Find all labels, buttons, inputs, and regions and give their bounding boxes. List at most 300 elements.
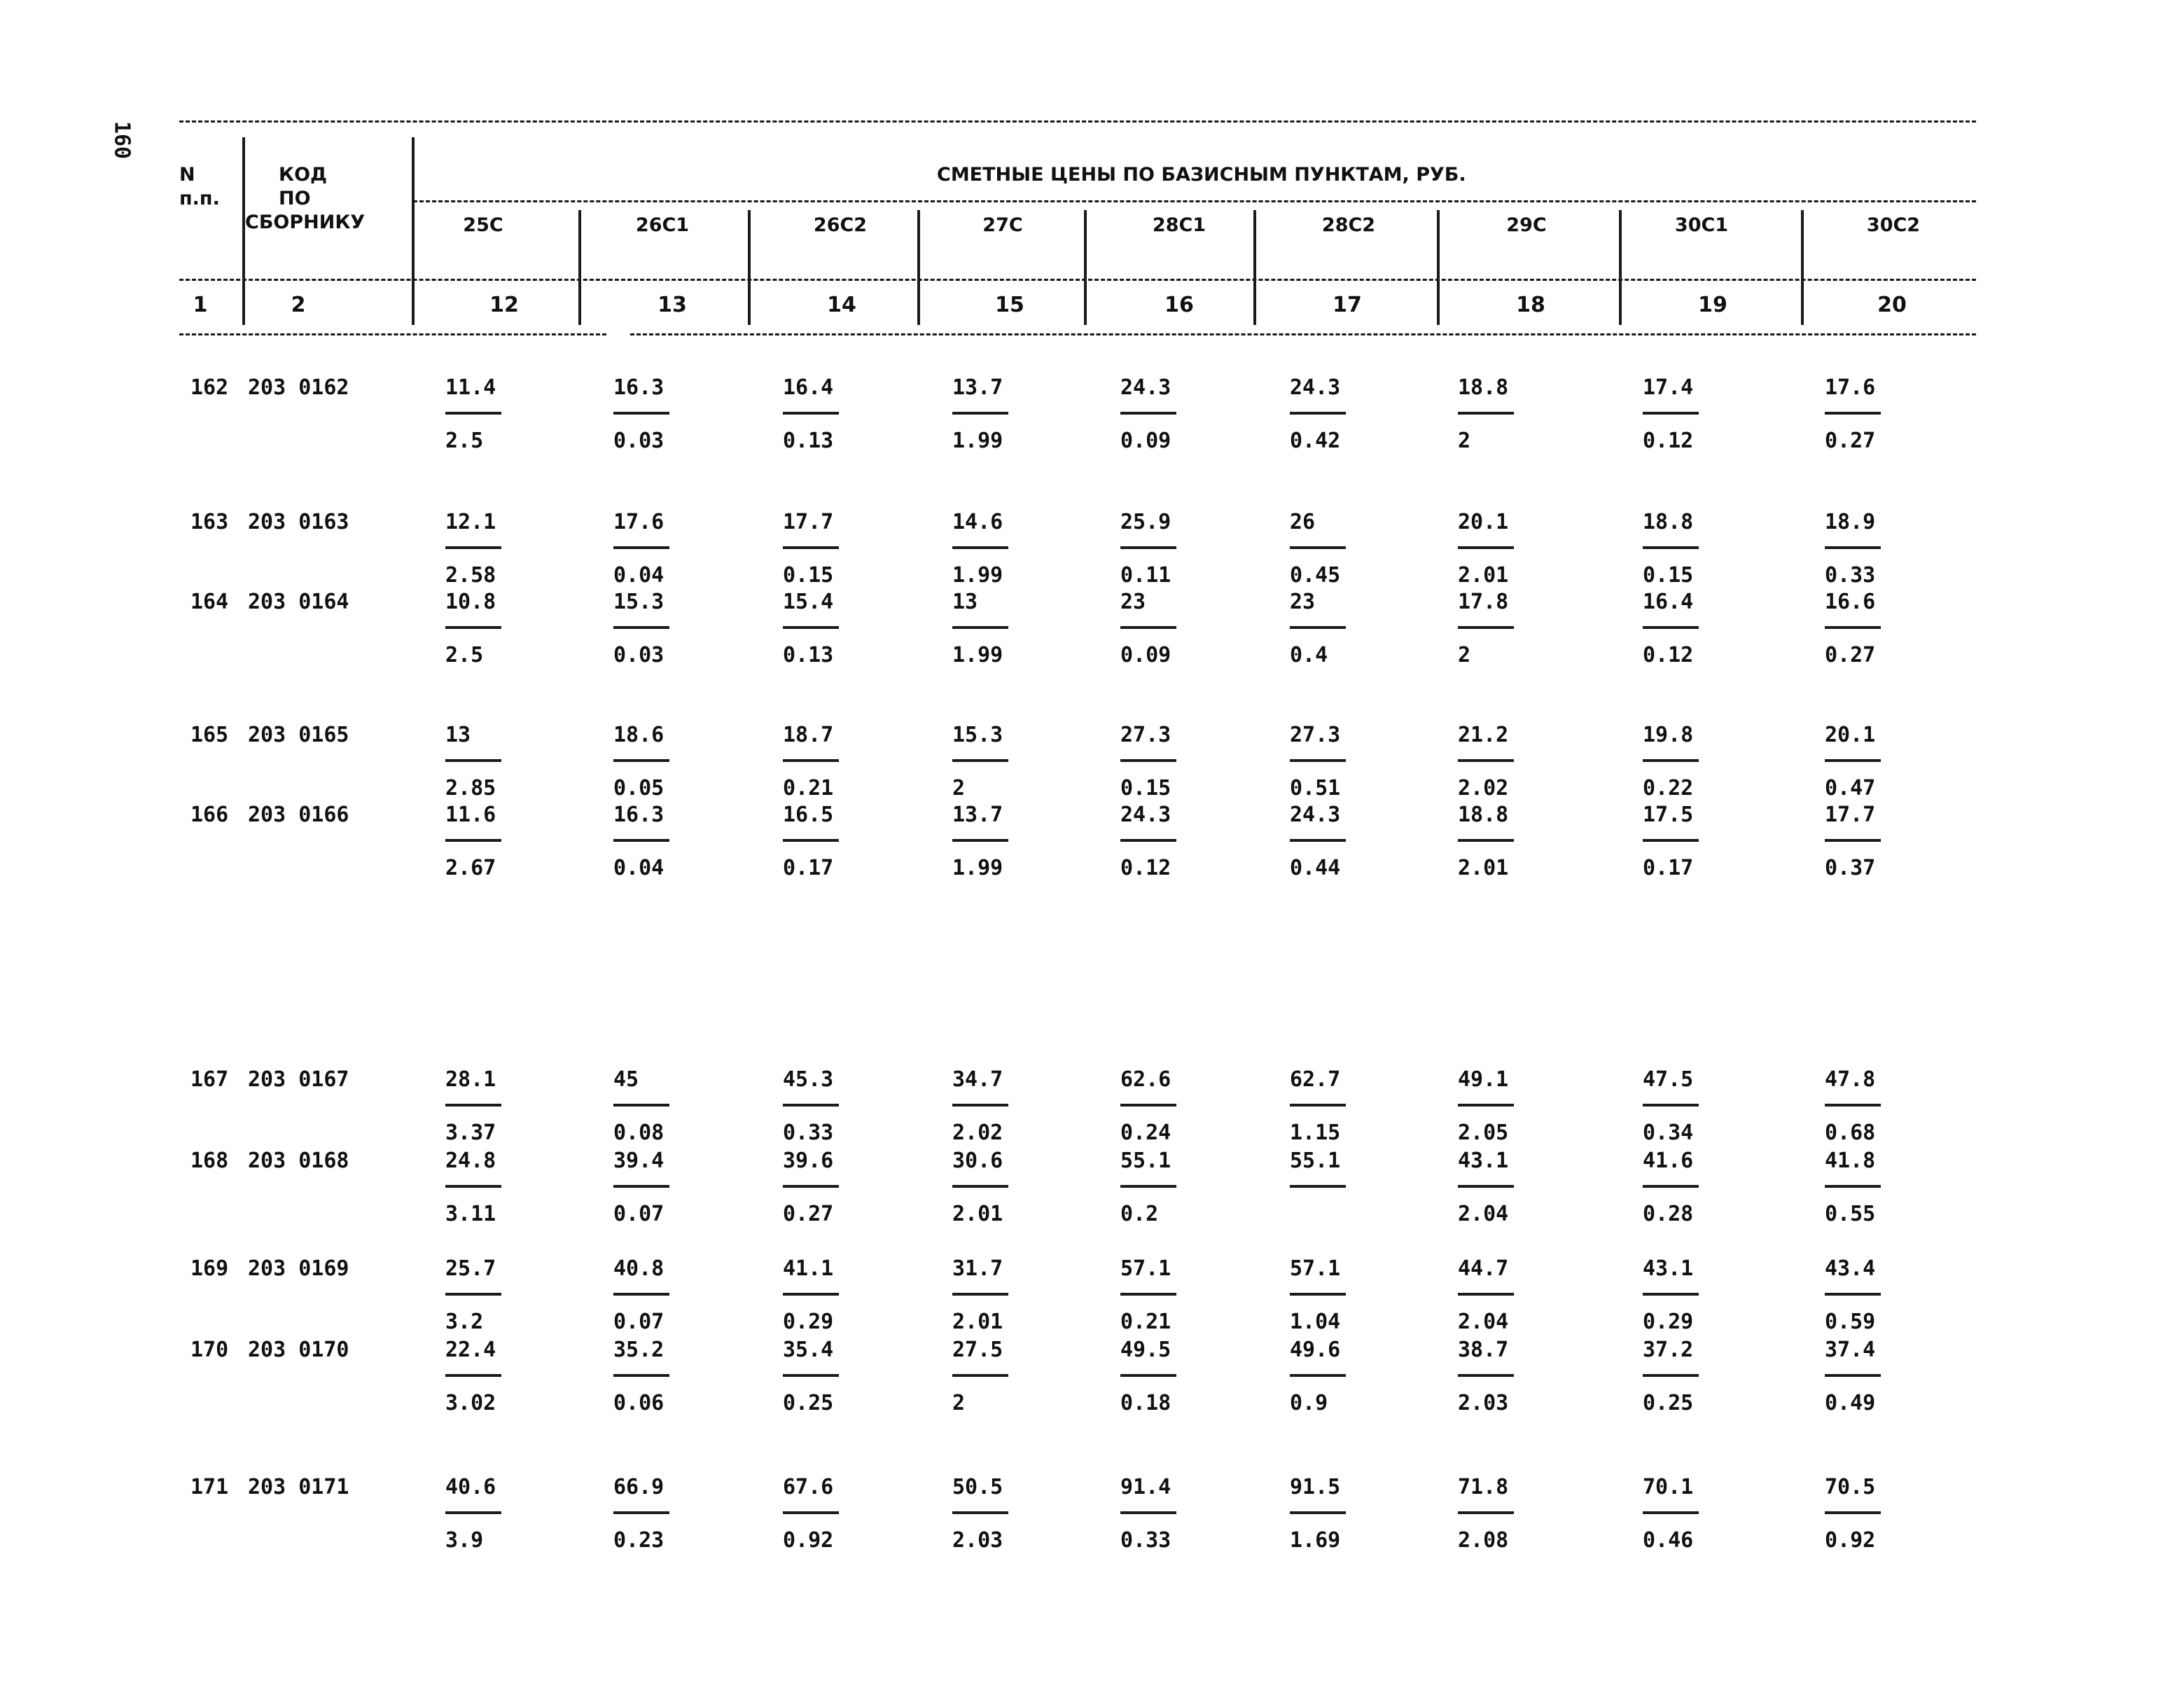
column-number: 19 [1698,293,1727,317]
transport-value: 0.37 [1825,856,1876,880]
price-value: 13 [952,590,978,614]
column-number: 15 [995,293,1024,317]
price-value: 37.4 [1825,1338,1876,1362]
fraction-bar [952,759,1008,762]
column-divider [748,210,751,325]
fraction-bar [1120,626,1176,629]
fraction-bar [613,1293,669,1296]
price-value: 30.6 [952,1149,1003,1173]
price-value: 49.6 [1290,1338,1341,1362]
price-value: 13 [445,723,471,747]
fraction-bar [613,412,669,415]
transport-value: 0.51 [1290,776,1341,800]
price-value: 11.4 [445,375,496,400]
price-value: 25.7 [445,1256,496,1281]
price-value: 23 [1290,590,1316,614]
transport-value: 2 [1458,429,1471,453]
fraction-bar [783,1104,839,1107]
fraction-bar [1290,759,1346,762]
column-divider [1437,210,1440,325]
fraction-bar [445,1511,501,1514]
price-value: 40.6 [445,1475,496,1499]
header-pp: п.п. [179,188,220,209]
price-value: 39.4 [613,1149,665,1173]
fraction-bar [1643,412,1699,415]
transport-value: 0.27 [783,1202,834,1226]
price-value: 17.6 [1825,375,1876,400]
fraction-bar [613,1374,669,1377]
page-number: 160 [109,120,134,160]
row-number: 163 [190,510,229,534]
column-divider [242,137,245,325]
transport-value: 0.24 [1120,1121,1171,1145]
transport-value: 0.04 [613,856,665,880]
column-divider [1084,210,1087,325]
transport-value: 0.17 [783,856,834,880]
column-number: 2 [291,293,306,317]
transport-value: 2.01 [1458,563,1509,588]
column-header: 27С [982,214,1023,236]
fraction-bar [1825,546,1881,549]
transport-value: 0.92 [1825,1528,1876,1553]
transport-value: 3.2 [445,1310,484,1334]
row-code: 203 0165 [248,723,349,747]
fraction-bar [445,412,501,415]
fraction-bar [445,1104,501,1107]
price-value: 91.5 [1290,1475,1341,1499]
price-value: 43.1 [1643,1256,1694,1281]
fraction-bar [1643,1293,1699,1296]
fraction-bar [1290,546,1346,549]
fraction-bar [613,1185,669,1188]
transport-value: 0.29 [1643,1310,1694,1334]
fraction-bar [1290,839,1346,842]
fraction-bar [783,1374,839,1377]
transport-value: 2.85 [445,776,496,800]
price-value: 31.7 [952,1256,1003,1281]
fraction-bar [1458,1185,1514,1188]
fraction-bar [952,1511,1008,1514]
transport-value: 0.42 [1290,429,1341,453]
transport-value: 0.11 [1120,563,1171,588]
transport-value: 2.04 [1458,1310,1509,1334]
transport-value: 3.37 [445,1121,496,1145]
fraction-bar [1290,1185,1346,1188]
price-value: 47.8 [1825,1067,1876,1092]
column-divider [578,210,581,325]
transport-value: 0.55 [1825,1202,1876,1226]
column-header: 28С1 [1152,214,1206,236]
transport-value: 0.08 [613,1121,665,1145]
transport-value: 2.04 [1458,1202,1509,1226]
price-value: 70.1 [1643,1475,1694,1499]
row-code: 203 0168 [248,1149,349,1173]
price-value: 17.8 [1458,590,1509,614]
fraction-bar [783,1185,839,1188]
price-value: 18.8 [1458,803,1509,827]
transport-value: 1.69 [1290,1528,1341,1553]
row-code: 203 0162 [248,375,349,400]
transport-value: 2.67 [445,856,496,880]
transport-value: 2.01 [952,1310,1003,1334]
transport-value: 0.27 [1825,429,1876,453]
transport-value: 0.09 [1120,643,1171,667]
transport-value: 0.27 [1825,643,1876,667]
price-value: 19.8 [1643,723,1694,747]
transport-value: 2.5 [445,429,484,453]
transport-value: 2.58 [445,563,496,588]
price-value: 35.2 [613,1338,665,1362]
price-value: 15.3 [952,723,1003,747]
row-code: 203 0169 [248,1256,349,1281]
transport-value: 2 [952,776,966,800]
fraction-bar [1290,1511,1346,1514]
price-value: 70.5 [1825,1475,1876,1499]
price-value: 55.1 [1120,1149,1171,1173]
transport-value: 0.21 [1120,1310,1171,1334]
fraction-bar [613,546,669,549]
price-value: 17.4 [1643,375,1694,400]
price-value: 43.4 [1825,1256,1876,1281]
fraction-bar [783,626,839,629]
price-value: 47.5 [1643,1067,1694,1092]
transport-value: 2.05 [1458,1121,1509,1145]
column-divider [1253,210,1256,325]
column-number: 18 [1516,293,1545,317]
transport-value: 0.44 [1290,856,1341,880]
fraction-bar [1120,1511,1176,1514]
fraction-bar [445,546,501,549]
price-value: 23 [1120,590,1146,614]
price-value: 38.7 [1458,1338,1509,1362]
fraction-bar [783,412,839,415]
transport-value: 3.11 [445,1202,496,1226]
row-number: 168 [190,1149,229,1173]
transport-value: 0.03 [613,643,665,667]
fraction-bar [1458,626,1514,629]
price-value: 20.1 [1825,723,1876,747]
price-value: 41.8 [1825,1149,1876,1173]
transport-value: 3.9 [445,1528,484,1553]
table-rule [179,120,1976,123]
row-code: 203 0167 [248,1067,349,1092]
price-value: 24.3 [1290,375,1341,400]
transport-value: 0.13 [783,429,834,453]
transport-value: 2.02 [952,1121,1003,1145]
price-value: 27.5 [952,1338,1003,1362]
column-number: 20 [1877,293,1907,317]
price-value: 24.8 [445,1149,496,1173]
fraction-bar [1120,1374,1176,1377]
row-number: 169 [190,1256,229,1281]
price-value: 22.4 [445,1338,496,1362]
fraction-bar [1643,759,1699,762]
column-divider [1801,210,1804,325]
fraction-bar [952,412,1008,415]
fraction-bar [1825,626,1881,629]
fraction-bar [1643,1374,1699,1377]
price-value: 20.1 [1458,510,1509,534]
transport-value: 0.12 [1643,429,1694,453]
transport-value: 0.2 [1120,1202,1159,1226]
price-value: 27.3 [1290,723,1341,747]
price-value: 45 [613,1067,639,1092]
fraction-bar [952,1374,1008,1377]
price-value: 40.8 [613,1256,665,1281]
transport-value: 1.99 [952,429,1003,453]
fraction-bar [613,839,669,842]
transport-value: 0.68 [1825,1121,1876,1145]
transport-value: 0.25 [783,1391,834,1415]
table-rule [179,333,606,335]
fraction-bar [783,839,839,842]
row-number: 171 [190,1475,229,1499]
column-number: 17 [1333,293,1362,317]
price-value: 91.4 [1120,1475,1171,1499]
transport-value: 0.92 [783,1528,834,1553]
price-value: 24.3 [1290,803,1341,827]
row-code: 203 0164 [248,590,349,614]
header-group-title: СМЕТНЫЕ ЦЕНЫ ПО БАЗИСНЫМ ПУНКТАМ, РУБ. [937,164,1466,186]
transport-value: 1.99 [952,563,1003,588]
transport-value: 2.01 [952,1202,1003,1226]
row-number: 167 [190,1067,229,1092]
fraction-bar [1458,759,1514,762]
transport-value: 0.18 [1120,1391,1171,1415]
price-value: 10.8 [445,590,496,614]
price-value: 13.7 [952,375,1003,400]
price-value: 44.7 [1458,1256,1509,1281]
row-code: 203 0171 [248,1475,349,1499]
fraction-bar [1458,412,1514,415]
price-value: 67.6 [783,1475,834,1499]
transport-value: 2.03 [952,1528,1003,1553]
transport-value: 0.46 [1643,1528,1694,1553]
price-value: 21.2 [1458,723,1509,747]
fraction-bar [1825,1293,1881,1296]
transport-value: 0.22 [1643,776,1694,800]
row-number: 166 [190,803,229,827]
transport-value: 3.02 [445,1391,496,1415]
fraction-bar [1120,546,1176,549]
fraction-bar [1825,1511,1881,1514]
column-number: 13 [658,293,687,317]
header-code-line2: ПО [279,188,311,209]
column-number: 14 [827,293,856,317]
row-code: 203 0163 [248,510,349,534]
fraction-bar [783,759,839,762]
transport-value: 2.01 [1458,856,1509,880]
fraction-bar [783,1293,839,1296]
price-value: 18.6 [613,723,665,747]
price-value: 16.6 [1825,590,1876,614]
column-header: 30С1 [1674,214,1729,236]
table-rule [179,279,1976,281]
fraction-bar [1458,1374,1514,1377]
price-value: 55.1 [1290,1149,1341,1173]
transport-value: 1.15 [1290,1121,1341,1145]
transport-value: 2 [952,1391,966,1415]
transport-value: 1.99 [952,856,1003,880]
transport-value: 0.17 [1643,856,1694,880]
fraction-bar [1643,839,1699,842]
price-value: 18.7 [783,723,834,747]
transport-value: 2.02 [1458,776,1509,800]
transport-value: 0.03 [613,429,665,453]
fraction-bar [1643,1104,1699,1107]
fraction-bar [783,546,839,549]
price-value: 41.6 [1643,1149,1694,1173]
transport-value: 1.99 [952,643,1003,667]
fraction-bar [952,1293,1008,1296]
price-value: 50.5 [952,1475,1003,1499]
transport-value: 0.4 [1290,643,1328,667]
fraction-bar [613,1104,669,1107]
header-code-line3: СБОРНИКУ [245,212,366,233]
price-value: 12.1 [445,510,496,534]
transport-value: 0.45 [1290,563,1341,588]
transport-value: 2 [1458,643,1471,667]
transport-value: 0.9 [1290,1391,1328,1415]
transport-value: 0.12 [1643,643,1694,667]
column-divider [917,210,920,325]
price-value: 16.4 [783,375,834,400]
fraction-bar [1290,1374,1346,1377]
price-value: 25.9 [1120,510,1171,534]
fraction-bar [1290,1104,1346,1107]
fraction-bar [1120,839,1176,842]
column-number: 12 [489,293,519,317]
transport-value: 0.29 [783,1310,834,1334]
fraction-bar [1458,1104,1514,1107]
row-number: 164 [190,590,229,614]
fraction-bar [613,626,669,629]
price-value: 27.3 [1120,723,1171,747]
price-value: 34.7 [952,1067,1003,1092]
transport-value: 0.28 [1643,1202,1694,1226]
price-value: 62.6 [1120,1067,1171,1092]
price-value: 18.9 [1825,510,1876,534]
fraction-bar [1458,839,1514,842]
price-value: 16.3 [613,803,665,827]
fraction-bar [1825,759,1881,762]
price-value: 11.6 [445,803,496,827]
transport-value: 0.07 [613,1202,665,1226]
transport-value: 0.33 [783,1121,834,1145]
column-number: 16 [1164,293,1194,317]
row-number: 162 [190,375,229,400]
price-value: 62.7 [1290,1067,1341,1092]
transport-value: 0.05 [613,776,665,800]
price-value: 15.4 [783,590,834,614]
transport-value: 0.15 [1643,563,1694,588]
column-header: 29С [1506,214,1547,236]
fraction-bar [1643,546,1699,549]
column-header: 26С2 [813,214,868,236]
fraction-bar [445,1185,501,1188]
fraction-bar [952,839,1008,842]
row-code: 203 0170 [248,1338,349,1362]
transport-value: 0.21 [783,776,834,800]
column-number: 1 [193,293,208,317]
transport-value: 0.33 [1825,563,1876,588]
transport-value: 0.59 [1825,1310,1876,1334]
fraction-bar [952,1185,1008,1188]
column-header: 25С [463,214,503,236]
fraction-bar [1643,1511,1699,1514]
price-value: 71.8 [1458,1475,1509,1499]
fraction-bar [1120,759,1176,762]
fraction-bar [1120,1185,1176,1188]
fraction-bar [1643,1185,1699,1188]
transport-value: 2.03 [1458,1391,1509,1415]
transport-value: 0.33 [1120,1528,1171,1553]
price-value: 57.1 [1290,1256,1341,1281]
price-value: 24.3 [1120,375,1171,400]
fraction-bar [1825,1185,1881,1188]
price-value: 57.1 [1120,1256,1171,1281]
transport-value: 0.15 [783,563,834,588]
transport-value: 0.34 [1643,1121,1694,1145]
fraction-bar [1458,1293,1514,1296]
header-code-line1: КОД [279,164,328,186]
fraction-bar [1825,839,1881,842]
fraction-bar [445,626,501,629]
price-value: 37.2 [1643,1338,1694,1362]
price-value: 41.1 [783,1256,834,1281]
fraction-bar [1825,1104,1881,1107]
transport-value: 0.23 [613,1528,665,1553]
price-value: 35.4 [783,1338,834,1362]
fraction-bar [1458,1511,1514,1514]
fraction-bar [1290,412,1346,415]
row-number: 170 [190,1338,229,1362]
column-divider [1619,210,1622,325]
fraction-bar [952,626,1008,629]
price-value: 17.6 [613,510,665,534]
price-value: 49.1 [1458,1067,1509,1092]
fraction-bar [1458,546,1514,549]
table-rule [413,200,1976,202]
row-code: 203 0166 [248,803,349,827]
transport-value: 0.09 [1120,429,1171,453]
price-value: 26 [1290,510,1316,534]
price-value: 16.5 [783,803,834,827]
table-rule [630,333,1976,335]
fraction-bar [1290,1293,1346,1296]
transport-value: 0.04 [613,563,665,588]
price-value: 17.7 [1825,803,1876,827]
fraction-bar [952,1104,1008,1107]
price-value: 15.3 [613,590,665,614]
fraction-bar [1825,1374,1881,1377]
column-header: 26С1 [635,214,690,236]
transport-value: 0.12 [1120,856,1171,880]
transport-value: 0.49 [1825,1391,1876,1415]
fraction-bar [1643,626,1699,629]
price-value: 16.3 [613,375,665,400]
fraction-bar [1120,1293,1176,1296]
price-value: 66.9 [613,1475,665,1499]
fraction-bar [1120,412,1176,415]
price-value: 17.7 [783,510,834,534]
transport-value: 2.5 [445,643,484,667]
price-value: 18.8 [1643,510,1694,534]
header-n: N [179,164,195,186]
price-value: 14.6 [952,510,1003,534]
transport-value: 0.47 [1825,776,1876,800]
fraction-bar [445,1293,501,1296]
